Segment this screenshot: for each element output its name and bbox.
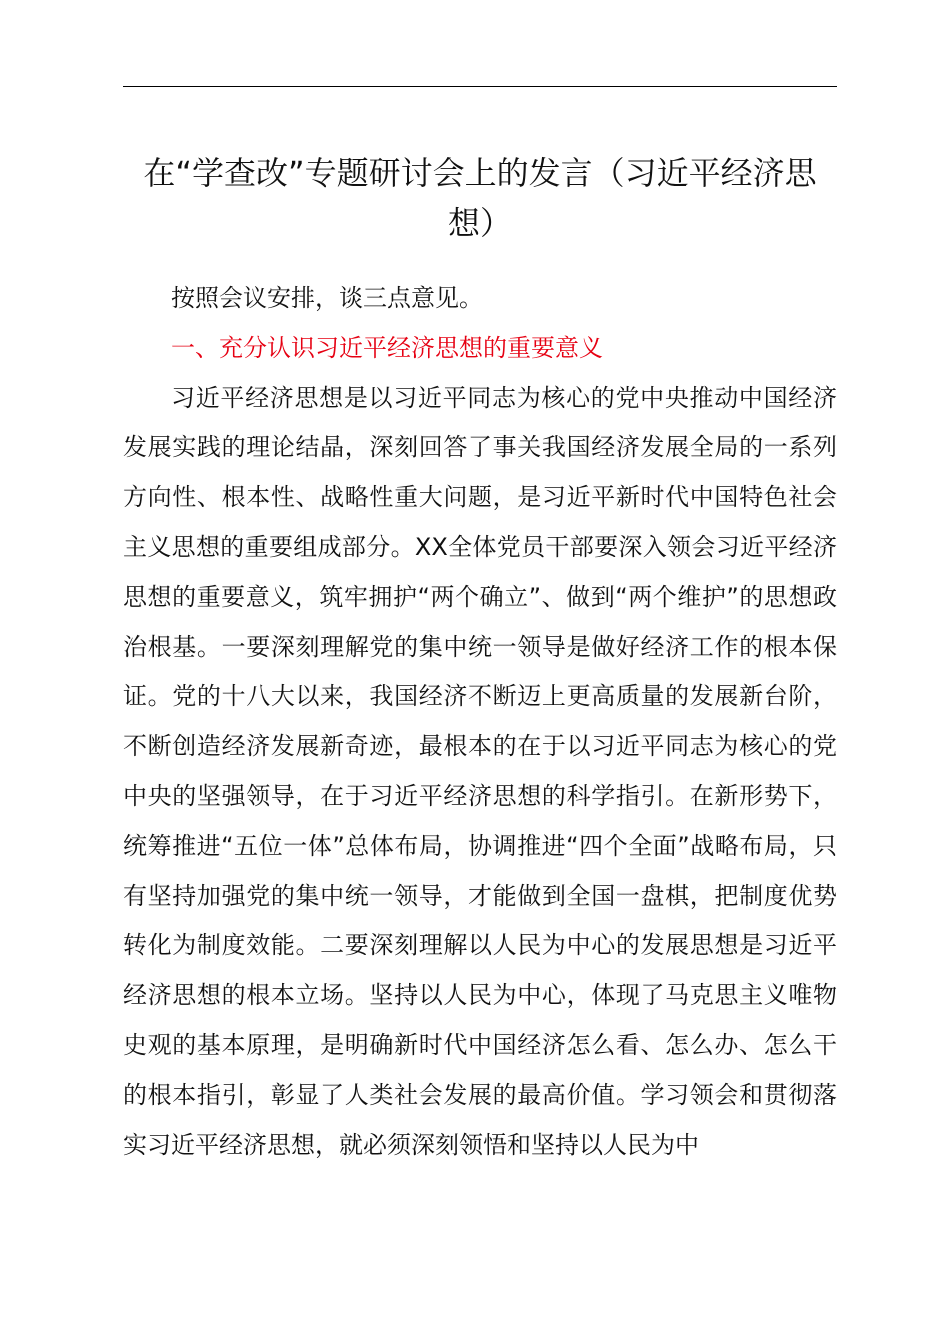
page-title: 在“学查改”专题研讨会上的发言（习近平经济思想）	[143, 154, 817, 242]
header-rule	[123, 86, 837, 87]
section-paragraph: 习近平经济思想是以习近平同志为核心的党中央推动中国经济发展实践的理论结晶，深刻回答了事关我国经济发展全局的一系列方向性、根本性、战略性重大问题，是习近平新时代中国特色社会主义思想的重要组成部分。XX全体党员干部要深入领会习近平经济思想的重要意义，筑牢拥护“两个确立”、做到“两个维护”的思想政治根基。一要深刻理解党的集中统一领导是做好经济工作的根本保证。党的十八大以来，我国经济不断迈上更高质量的发展新台阶，不断创造经济发展新奇迹，最根本的在于以习近平同志为核心的党中央的坚强领导，在于习近平经济思想的科学指引。在新形势下，统筹推进“五位一体”总体布局，协调推进“四个全面”战略布局，只有坚持加强党的集中统一领导，才能做到全国一盘棋，把制度优势转化为制度效能。二要深刻理解以人民为中心的发展思想是习近平经济思想的根本立场。坚持以人民为中心，体现了马克思主义唯物史观的基本原理，是明确新时代中国经济怎么看、怎么办、怎么干的根本指引，彰显了人类社会发展的最高价值。学习领会和贯彻落实习近平经济思想，就必须深刻领悟和坚持以人民为中	[123, 383, 837, 1159]
document-body	[123, 274, 837, 1170]
section-heading: 一、充分认识习近平经济思想的重要意义	[171, 333, 603, 362]
intro-paragraph: 按照会议安排，谈三点意见。	[171, 284, 483, 312]
